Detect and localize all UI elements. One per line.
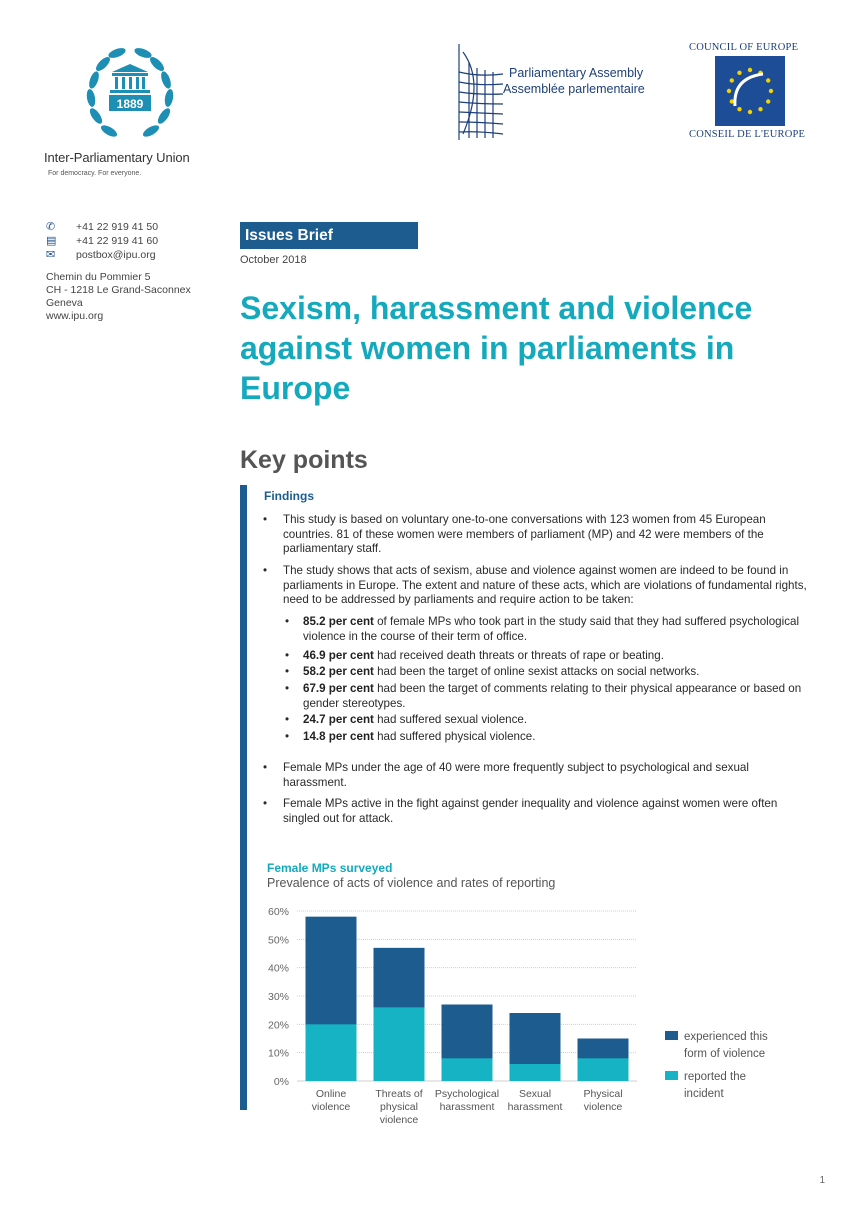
x-tick-label: Psychological <box>434 1088 500 1100</box>
y-tick-label: 50% <box>267 934 289 947</box>
findings-heading: Findings <box>264 489 314 503</box>
finding-item <box>263 564 813 608</box>
chart-title: Female MPs surveyed <box>267 861 393 875</box>
stat-text: had been the target of online sexist attacks on social networks. <box>373 665 700 678</box>
x-tick-label: violence <box>583 1101 623 1113</box>
pace-logo <box>455 42 675 142</box>
chart-subtitle: Prevalence of acts of violence and rates of reporting <box>267 876 556 890</box>
fax-row <box>46 235 226 249</box>
y-tick-label: 30% <box>267 991 289 1003</box>
stat-text: had suffered sexual violence. <box>373 713 528 726</box>
postal-address <box>46 271 226 323</box>
finding-item <box>263 761 813 790</box>
y-tick-label: 0% <box>273 1076 289 1088</box>
legend-label-reported: reported the <box>684 1071 747 1083</box>
finding-text: The study shows that acts of sexism, abuse and violence against women are indeed to be found in parliaments in Europe. The extent and nature of these acts, which are violations of fundamental rights, need to be addressed by parliaments and require action to be taken: <box>283 564 807 607</box>
stat-value: 85.2 per cent <box>303 615 374 628</box>
email-row <box>46 249 226 263</box>
bar-reported <box>306 1024 357 1081</box>
address-line: CH - 1218 Le Grand-Saconnex <box>46 284 191 296</box>
stat-text: had been the target of comments relating to their physical appearance or based on gender stereotypes. <box>303 682 802 710</box>
bullet-icon: • <box>263 761 268 774</box>
bar-reported <box>510 1064 561 1081</box>
x-tick-label: Threats of <box>375 1088 423 1100</box>
stat-text: had received death threats or threats of rape or beating. <box>373 649 664 662</box>
coe-logo <box>687 42 812 142</box>
email-address[interactable]: postbox@ipu.org <box>76 249 156 261</box>
bullet-icon: • <box>285 649 290 662</box>
x-tick-label: violence <box>379 1114 419 1126</box>
envelope-icon: ✉ <box>46 249 56 261</box>
bullet-icon: • <box>263 564 268 577</box>
fax-number: +41 22 919 41 60 <box>76 235 159 247</box>
website-link[interactable]: www.ipu.org <box>46 310 104 322</box>
stat-value: 14.8 per cent <box>303 730 374 743</box>
stat-value: 67.9 per cent <box>303 682 374 695</box>
legend-swatch-reported <box>665 1071 678 1080</box>
x-tick-label: Physical <box>583 1088 623 1100</box>
ipu-year: 1889 <box>116 97 144 111</box>
fax-icon: ▤ <box>46 235 57 247</box>
stat-text: of female MPs who took part in the study said that they had suffered psychological violence in the course of their term of office. <box>303 615 800 643</box>
phone-row <box>46 221 226 235</box>
bullet-icon: • <box>285 713 290 726</box>
bar-reported <box>374 1007 425 1081</box>
ipu-logo <box>40 40 220 190</box>
address-line: Chemin du Pommier 5 <box>46 271 151 283</box>
stat-value: 46.9 per cent <box>303 649 374 662</box>
document-title: Sexism, harassment and violence against women in parliaments in Europe <box>240 290 753 406</box>
x-tick-label: harassment <box>507 1101 563 1113</box>
finding-item <box>263 797 813 826</box>
issues-brief-label: Issues Brief <box>240 222 418 249</box>
bullet-icon: • <box>263 797 268 810</box>
stat-item <box>285 713 815 728</box>
bar-reported <box>442 1058 493 1081</box>
pace-name-en: Parliamentary Assembly <box>509 66 644 80</box>
legend-label-reported: incident <box>684 1088 724 1100</box>
phone-number: +41 22 919 41 50 <box>76 221 159 233</box>
stat-item <box>285 730 815 745</box>
bullet-icon: • <box>285 682 290 695</box>
y-tick-label: 20% <box>267 1019 289 1032</box>
bullet-icon: • <box>263 513 268 526</box>
bar-reported <box>578 1058 629 1081</box>
key-points-heading: Key points <box>240 446 368 474</box>
finding-text: This study is based on voluntary one-to-one conversations with 123 women from 45 European countries. 81 of these women were members of parliament (MP) and 42 were members of the parliamentary staff. <box>283 513 766 556</box>
eu-stars-flag-icon <box>715 56 785 126</box>
address-line: Geneva <box>46 297 83 309</box>
ipu-tagline: For democracy. For everyone. <box>48 170 142 177</box>
bullet-icon: • <box>285 615 290 628</box>
pace-emblem-icon <box>455 42 507 142</box>
ipu-emblem-icon <box>76 40 184 148</box>
legend-label-experienced: experienced this <box>684 1031 768 1043</box>
finding-item <box>263 513 813 557</box>
key-points-accent-bar <box>240 485 247 1110</box>
y-tick-label: 10% <box>267 1047 289 1060</box>
stat-item <box>285 649 815 664</box>
pace-name-fr: Assemblée parlementaire <box>503 82 645 96</box>
phone-icon: ✆ <box>46 221 56 233</box>
x-tick-label: physical <box>380 1101 418 1113</box>
finding-text: Female MPs under the age of 40 were more frequently subject to psychological and sexual harassment. <box>283 761 749 789</box>
stat-value: 24.7 per cent <box>303 713 374 726</box>
coe-name-en: COUNCIL OF EUROPE <box>689 42 799 53</box>
bullet-icon: • <box>285 730 290 743</box>
contact-block <box>46 221 226 323</box>
finding-text: Female MPs active in the fight against gender inequality and violence against women were often singled out for attack. <box>283 797 778 825</box>
legend-swatch-experienced <box>665 1031 678 1040</box>
y-tick-label: 60% <box>267 906 289 918</box>
y-tick-label: 40% <box>267 962 289 975</box>
stat-item <box>285 665 815 680</box>
coe-name-fr: CONSEIL DE L'EUROPE <box>689 129 806 140</box>
stat-value: 58.2 per cent <box>303 665 374 678</box>
page-number: 1 <box>819 1175 825 1186</box>
stat-text: had suffered physical violence. <box>373 730 536 743</box>
brief-date: October 2018 <box>240 254 307 266</box>
x-tick-label: Sexual <box>518 1088 552 1100</box>
stacked-bar-chart <box>255 900 795 1135</box>
x-tick-label: harassment <box>439 1101 495 1113</box>
x-tick-label: Online <box>315 1088 347 1100</box>
x-tick-label: violence <box>311 1101 351 1113</box>
bullet-icon: • <box>285 665 290 678</box>
stat-item <box>285 615 815 644</box>
ipu-name: Inter-Parliamentary Union <box>44 150 190 165</box>
legend-label-experienced: form of violence <box>684 1048 766 1060</box>
stat-item <box>285 682 815 711</box>
